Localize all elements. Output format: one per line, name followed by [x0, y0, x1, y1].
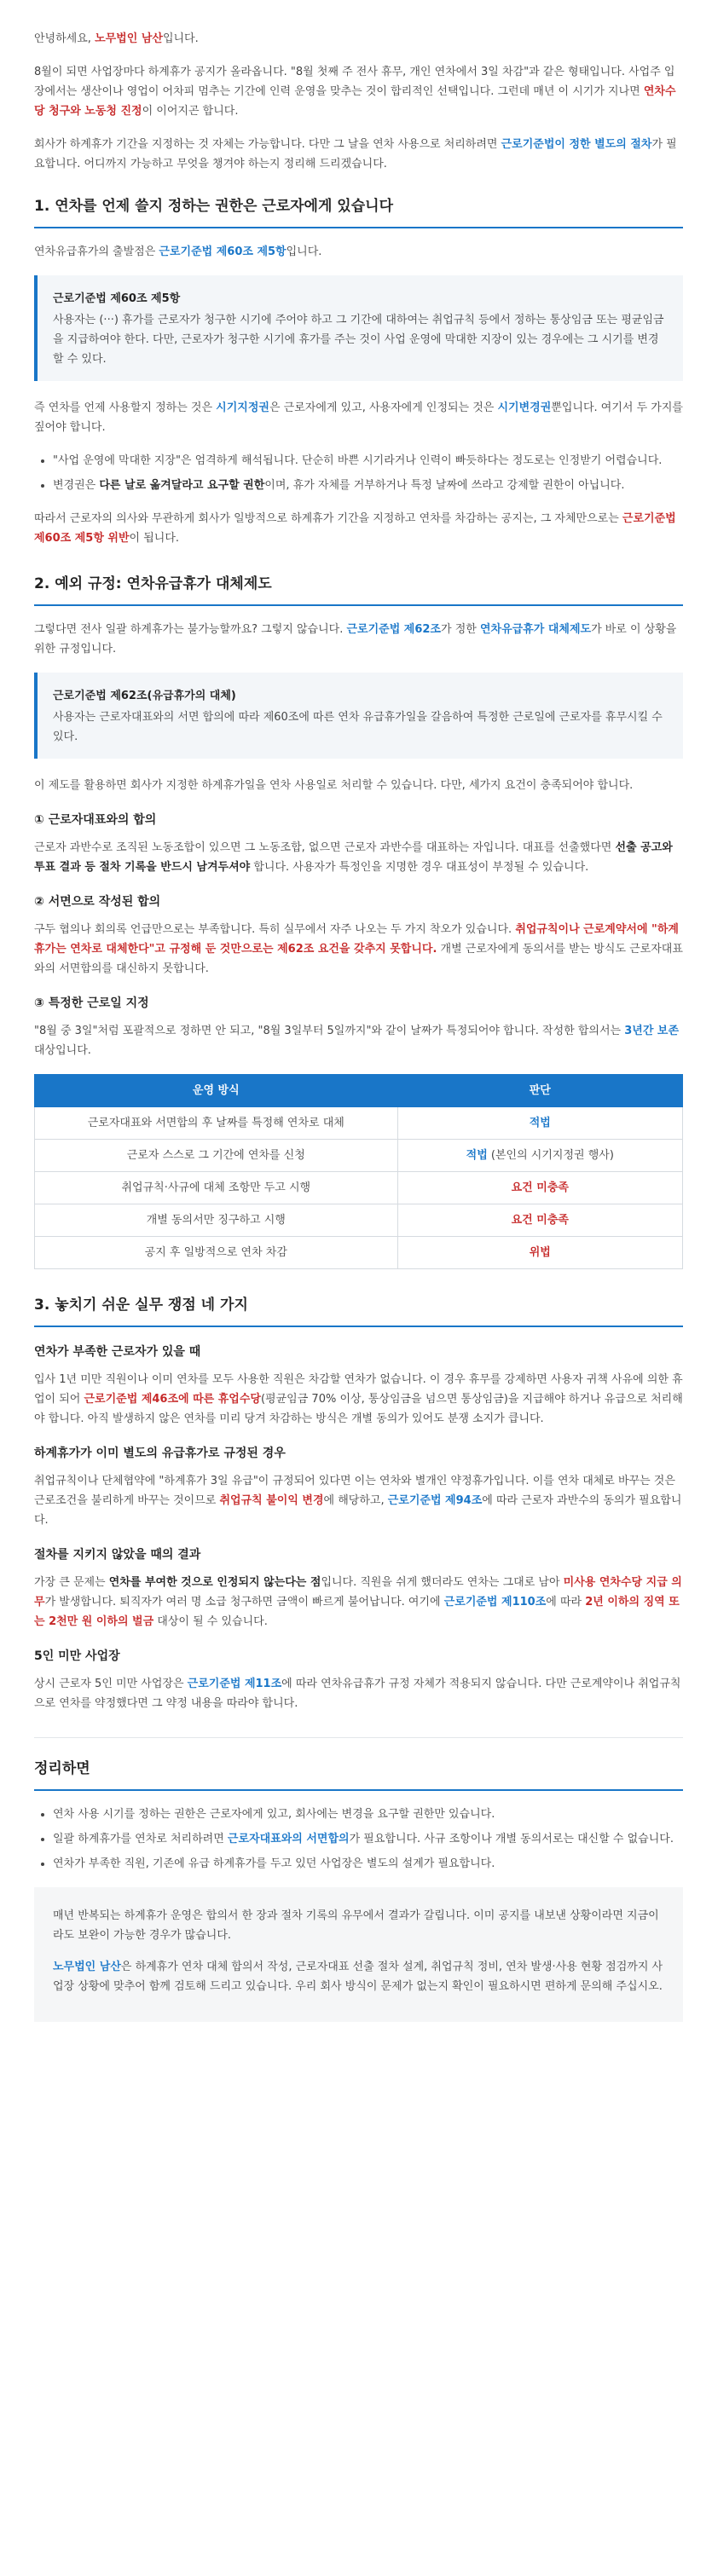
bullet-list: [34, 451, 683, 495]
body-paragraph: [34, 920, 683, 979]
table-row: [35, 1204, 683, 1237]
text-segment: 이 됩니다.: [129, 532, 180, 545]
summary-bullet: [53, 1829, 683, 1849]
highlight-text: 근로자대표와의 서면합의: [227, 1833, 350, 1845]
highlight-text: 노무법인 남산: [53, 1961, 121, 1973]
summary-bullet-list: [34, 1805, 683, 1874]
text-segment: 입니다.: [286, 245, 322, 258]
highlight-text: 근로기준법 제11조: [187, 1678, 282, 1690]
text-segment: 가 필요합니다. 사규 조항이나 개별 동의서로는 대신할 수 없습니다.: [349, 1833, 674, 1845]
intro-paragraph: [34, 135, 683, 174]
highlight-text: 근로기준법 제60조 제5항: [159, 245, 287, 258]
divider: [34, 1737, 683, 1738]
highlight-text: 연차유급휴가 대체제도: [479, 623, 592, 636]
text-segment: 입니다. 직원을 쉬게 했더라도 연차는 그대로 남아: [321, 1576, 564, 1589]
table-header-method: 운영 방식: [35, 1075, 398, 1107]
table-cell-method: 공지 후 일방적으로 연차 차감: [35, 1237, 398, 1269]
text-segment: 개별 근로자에게 동의서를 받는 방식도 근로자대표와의 서면합의를 대신하지 못합니다.: [34, 943, 683, 975]
subsection-heading: 5인 미만 사업장: [34, 1649, 120, 1663]
body-paragraph: [34, 398, 683, 437]
closing-paragraph: [53, 1906, 664, 1945]
text-segment: 이 이어지곤 합니다.: [142, 105, 239, 118]
highlight-text: 노무법인 남산: [95, 32, 163, 45]
table-header-row: [35, 1075, 683, 1107]
highlight-text: 시기지정권: [216, 401, 269, 414]
text-segment: 은 하계휴가 연차 대체 합의서 작성, 근로자대표 선출 절차 설계, 취업규칙 정비, 연차 발생·사용 현황 점검까지 사업장 상황에 맞추어 함께 검토해 드리고 있습니다. 우리 회사 방식이 문제가 없는지 확인이 필요하시면 편하게 문의해 주십시오.: [53, 1961, 663, 1993]
body-paragraph: [34, 1674, 683, 1713]
subsection-heading: 절차를 지키지 않았을 때의 결과: [34, 1548, 201, 1562]
subsection-heading: 하계휴가가 이미 별도의 유급휴가로 규정된 경우: [34, 1447, 286, 1460]
text-segment: 가 발생합니다. 퇴직자가 여러 명 소급 청구하면 금액이 빠르게 불어납니다. 여기에: [44, 1596, 444, 1609]
highlight-text: 근로기준법 제94조: [387, 1494, 483, 1507]
highlight-text: 미사용 연차수당 지급 의무: [34, 1576, 682, 1609]
bullet-item: [53, 451, 683, 471]
article: [34, 29, 683, 2022]
body-paragraph: [34, 838, 683, 877]
text-segment: 가 바로 이 상황을 위한 규정입니다.: [34, 623, 677, 656]
law-quote-title: 근로기준법 제60조 제5항: [53, 292, 181, 305]
table-row: [35, 1172, 683, 1204]
text-segment: 입니다.: [162, 32, 199, 45]
table-cell-verdict: [397, 1140, 682, 1172]
highlight-text: 3년간 보존: [624, 1025, 680, 1037]
closing-paragraph: [53, 1957, 664, 1996]
law-quote-title: 근로기준법 제62조(유급휴가의 대체): [53, 690, 236, 702]
text-segment: 연차유급휴가의 출발점은: [34, 245, 159, 258]
law-quote-box: [34, 673, 683, 759]
verdict-label: 적법: [529, 1117, 551, 1129]
text-segment: 가 필요합니다. 어디까지 가능하고 무엇을 챙겨야 하는지 정리해 드리겠습니다.: [34, 138, 677, 170]
bullet-item: [53, 476, 683, 495]
text-segment: (평균임금 70% 이상, 통상임금을 넘으면 통상임금)을 지급해야 하거나 유급으로 처리해야 합니다. 아직 발생하지 않은 연차를 미리 당겨 차감하는 방식은 개별 동의가 있어도 분쟁 소지가 큽니다.: [34, 1393, 683, 1425]
text-segment: 연차 사용 시기를 정하는 권한은 근로자에게 있고, 회사에는 변경을 요구할 권한만 있습니다.: [53, 1808, 495, 1821]
text-segment: 대상입니다.: [34, 1044, 91, 1057]
text-segment: 이며, 휴가 자체를 거부하거나 특정 날짜에 쓰라고 강제할 권한이 아닙니다.: [264, 479, 625, 492]
text-segment: 가장 큰 문제는: [34, 1576, 109, 1589]
highlight-text: 다른 날로 옮겨달라고 요구할 권한: [99, 479, 265, 492]
text-segment: 구두 협의나 회의록 언급만으로는 부족합니다. 특히 실무에서 자주 나오는 두 가지 착오가 있습니다.: [34, 923, 516, 936]
text-segment: 합니다. 사용자가 특정인을 지명한 경우 대표성이 부정될 수 있습니다.: [250, 861, 589, 874]
table-cell-verdict: [397, 1172, 682, 1204]
text-segment: 뿐입니다. 여기서 두 가지를 짚어야 합니다.: [34, 401, 683, 434]
text-segment: 변경권은: [53, 479, 100, 492]
text-segment: 가 정한: [441, 623, 480, 636]
highlight-text: 근로기준법 제62조: [346, 623, 441, 636]
text-segment: "8월 중 3일"처럼 포괄적으로 정하면 안 되고, "8월 3일부터 5일까지"와 같이 날짜가 특정되어야 합니다. 작성한 합의서는: [34, 1025, 625, 1037]
table-header-verdict: 판단: [397, 1075, 682, 1107]
subsection-heading: ③ 특정한 근로일 지정: [34, 996, 149, 1010]
body-paragraph: [34, 1370, 683, 1429]
highlight-text: 연차를 부여한 것으로 인정되지 않는다는 점: [108, 1576, 321, 1589]
highlight-text: 연차수당 청구와 노동청 진정: [34, 85, 676, 118]
verdict-label: 적법: [466, 1149, 488, 1162]
verdict-label: 요건 미충족: [511, 1214, 569, 1227]
subsection-heading: ① 근로자대표와의 합의: [34, 813, 157, 827]
highlight-text: 근로기준법 제46조에 따른 휴업수당: [84, 1393, 261, 1406]
text-segment: 따라서 근로자의 의사와 무관하게 회사가 일방적으로 하계휴가 기간을 지정하고 연차를 차감하는 공지는, 그 자체만으로는: [34, 512, 622, 525]
body-paragraph: [34, 620, 683, 659]
intro-greeting: [34, 29, 683, 49]
section-heading: 1. 연차를 언제 쓸지 정하는 권한은 근로자에게 있습니다: [34, 196, 683, 228]
text-segment: 에 해당하고,: [323, 1494, 388, 1507]
table-cell-verdict: [397, 1204, 682, 1237]
subsection-heading: ② 서면으로 작성된 합의: [34, 895, 161, 909]
text-segment: 회사가 하계휴가 기간을 지정하는 것 자체는 가능합니다. 다만 그 날을 연차 사용으로 처리하려면: [34, 138, 501, 151]
table-cell-method: 근로자 스스로 그 기간에 연차를 신청: [35, 1140, 398, 1172]
text-segment: 8월이 되면 사업장마다 하계휴가 공지가 올라옵니다. "8월 첫째 주 전사 휴무, 개인 연차에서 3일 차감"과 같은 형태입니다. 사업주 입장에서는 생산이나 영업이 어차피 멈추는 기간에 인력 운영을 맞추는 것이 합리적인 선택입니다. 그런데 매년 이 시기가 지나면: [34, 66, 675, 98]
verdict-label: 요건 미충족: [511, 1181, 569, 1194]
summary-bullet: [53, 1854, 683, 1874]
body-paragraph: [34, 1573, 683, 1632]
intro-paragraph: [34, 62, 683, 121]
text-segment: 그렇다면 전사 일괄 하계휴가는 불가능할까요? 그렇지 않습니다.: [34, 623, 347, 636]
text-segment: 은 근로자에게 있고, 사용자에게 인정되는 것은: [269, 401, 498, 414]
body-paragraph: [34, 1021, 683, 1060]
law-quote-box: [34, 275, 683, 381]
text-segment: 에 따라 근로자 과반수의 동의가 필요합니다.: [34, 1494, 682, 1527]
closing-box: [34, 1887, 683, 2022]
text-segment: 대상이 될 수 있습니다.: [153, 1615, 268, 1628]
text-segment: 입사 1년 미만 직원이나 이미 연차를 모두 사용한 직원은 차감할 연차가 없습니다. 이 경우 휴무를 강제하면 사용자 귀책 사유에 의한 휴업이 되어: [34, 1373, 683, 1406]
text-segment: 연차가 부족한 직원, 기존에 유급 하계휴가를 두고 있던 사업장은 별도의 설계가 필요합니다.: [53, 1857, 495, 1870]
text-segment: 이 제도를 활용하면 회사가 지정한 하계휴가일을 연차 사용일로 처리할 수 있습니다. 다만, 세가지 요건이 충족되어야 합니다.: [34, 779, 634, 792]
highlight-text: 시기변경권: [497, 401, 552, 414]
table-cell-verdict: [397, 1237, 682, 1269]
table-cell-method: 근로자대표와 서면합의 후 날짜를 특정해 연차로 대체: [35, 1107, 398, 1140]
highlight-text: 선출 공고와 투표 결과 등 절차 기록을 반드시 남겨두셔야: [34, 841, 673, 874]
table-row: [35, 1140, 683, 1172]
highlight-text: 근로기준법 제60조 제5항 위반: [34, 512, 676, 545]
highlight-text: 2년 이하의 징역 또는 2천만 원 이하의 벌금: [34, 1596, 680, 1628]
table-row: [35, 1107, 683, 1140]
body-paragraph: [34, 776, 683, 795]
text-segment: 일괄 하계휴가를 연차로 처리하려면: [53, 1833, 228, 1845]
highlight-text: 취업규칙 불이익 변경: [219, 1494, 324, 1507]
section-heading: 2. 예외 규정: 연차유급휴가 대체제도: [34, 574, 683, 606]
verdict-note: (본인의 시기지정권 행사): [487, 1149, 614, 1162]
text-segment: 에 따라 연차유급휴가 규정 자체가 적용되지 않습니다. 다만 근로계약이나 취업규칙으로 연차를 약정했다면 그 약정 내용을 따라야 합니다.: [34, 1678, 681, 1710]
summary-bullet: [53, 1805, 683, 1824]
table-cell-verdict: [397, 1107, 682, 1140]
text-segment: 매년 반복되는 하계휴가 운영은 합의서 한 장과 절차 기록의 유무에서 결과가 갈립니다. 이미 공지를 내보낸 상황이라면 지금이라도 보완이 가능한 경우가 많습니다.: [53, 1909, 659, 1942]
table-row: [35, 1237, 683, 1269]
law-quote-body: 사용자는 (···) 휴가를 근로자가 청구한 시기에 주어야 하고 그 기간에 대하여는 취업규칙 등에서 정하는 통상임금 또는 평균임금을 지급하여야 한다. 다만, 근로자가 청구한 시기에 휴가를 주는 것이 사업 운영에 막대한 지장이 있는 경우에는 그 시기를 변경할 수 있다.: [53, 314, 664, 366]
text-segment: 근로자 과반수로 조직된 노동조합이 있으면 그 노동조합, 없으면 근로자 과반수를 대표하는 자입니다. 대표를 선출했다면: [34, 841, 616, 854]
law-quote-body: 사용자는 근로자대표와의 서면 합의에 따라 제60조에 따른 연차 유급휴가일을 갈음하여 특정한 근로일에 근로자를 휴무시킬 수 있다.: [53, 711, 663, 743]
section-heading: 3. 놓치기 쉬운 실무 쟁점 네 가지: [34, 1295, 683, 1327]
summary-heading: 정리하면: [34, 1759, 683, 1791]
table-cell-method: 개별 동의서만 징구하고 시행: [35, 1204, 398, 1237]
text-segment: 에 따라: [546, 1596, 586, 1609]
text-segment: 즉 연차를 언제 사용할지 정하는 것은: [34, 401, 217, 414]
body-paragraph: [34, 509, 683, 548]
subsection-heading: 연차가 부족한 근로자가 있을 때: [34, 1345, 201, 1359]
highlight-text: 근로기준법 제110조: [443, 1596, 547, 1609]
body-paragraph: [34, 242, 683, 262]
text-segment: 상시 근로자 5인 미만 사업장은: [34, 1678, 188, 1690]
text-segment: "사업 운영에 막대한 지장"은 엄격하게 해석됩니다. 단순히 바쁜 시기라거나 인력이 빠듯하다는 정도로는 인정받기 어렵습니다.: [53, 454, 663, 467]
highlight-text: 취업규칙이나 근로계약서에 "하계휴가는 연차로 대체한다"고 규정해 둔 것만으로는 제62조 요건을 갖추지 못합니다.: [34, 923, 679, 956]
table-cell-method: 취업규칙·사규에 대체 조항만 두고 시행: [35, 1172, 398, 1204]
text-segment: 안녕하세요,: [34, 32, 96, 45]
highlight-text: 근로기준법이 정한 별도의 절차: [501, 138, 652, 151]
operation-method-table: [34, 1074, 683, 1269]
text-segment: 취업규칙이나 단체협약에 "하계휴가 3일 유급"이 규정되어 있다면 이는 연차와 별개인 약정휴가입니다. 이를 연차 대체로 바꾸는 것은 근로조건을 불리하게 바꾸는 것이므로: [34, 1475, 675, 1507]
body-paragraph: [34, 1471, 683, 1530]
table-body: [35, 1107, 683, 1269]
verdict-label: 위법: [529, 1246, 551, 1259]
